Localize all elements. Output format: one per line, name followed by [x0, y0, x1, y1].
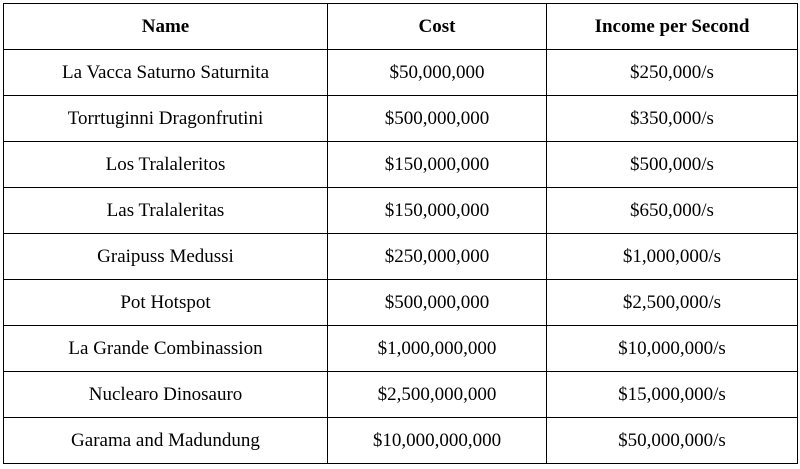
table-row: [4, 418, 798, 464]
cell-name: Pot Hotspot: [4, 280, 328, 326]
cell-income: $350,000/s: [547, 96, 798, 142]
income-table: [3, 3, 798, 464]
cell-name: Torrtuginni Dragonfrutini: [4, 96, 328, 142]
cell-cost: $250,000,000: [328, 234, 547, 280]
cell-name: Graipuss Medussi: [4, 234, 328, 280]
cell-name: La Vacca Saturno Saturnita: [4, 50, 328, 96]
cell-name: Los Tralaleritos: [4, 142, 328, 188]
cell-income: $650,000/s: [547, 188, 798, 234]
cell-cost: $150,000,000: [328, 188, 547, 234]
table-row: [4, 280, 798, 326]
table-row: [4, 234, 798, 280]
cell-name: Nuclearo Dinosauro: [4, 372, 328, 418]
header-income: Income per Second: [547, 4, 798, 50]
header-name: Name: [4, 4, 328, 50]
table-row: [4, 96, 798, 142]
cell-name: Las Tralaleritas: [4, 188, 328, 234]
cell-income: $10,000,000/s: [547, 326, 798, 372]
table-container: [3, 3, 798, 464]
cell-name: Garama and Madundung: [4, 418, 328, 464]
cell-income: $2,500,000/s: [547, 280, 798, 326]
cell-cost: $500,000,000: [328, 280, 547, 326]
cell-name: La Grande Combinassion: [4, 326, 328, 372]
table-row: [4, 188, 798, 234]
cell-cost: $50,000,000: [328, 50, 547, 96]
table-row: [4, 50, 798, 96]
table-row: [4, 142, 798, 188]
cell-income: $15,000,000/s: [547, 372, 798, 418]
cell-cost: $1,000,000,000: [328, 326, 547, 372]
cell-cost: $10,000,000,000: [328, 418, 547, 464]
cell-income: $1,000,000/s: [547, 234, 798, 280]
cell-cost: $150,000,000: [328, 142, 547, 188]
cell-cost: $500,000,000: [328, 96, 547, 142]
table-row: [4, 372, 798, 418]
cell-income: $250,000/s: [547, 50, 798, 96]
cell-income: $50,000,000/s: [547, 418, 798, 464]
header-row: [4, 4, 798, 50]
cell-income: $500,000/s: [547, 142, 798, 188]
cell-cost: $2,500,000,000: [328, 372, 547, 418]
table-row: [4, 326, 798, 372]
header-cost: Cost: [328, 4, 547, 50]
